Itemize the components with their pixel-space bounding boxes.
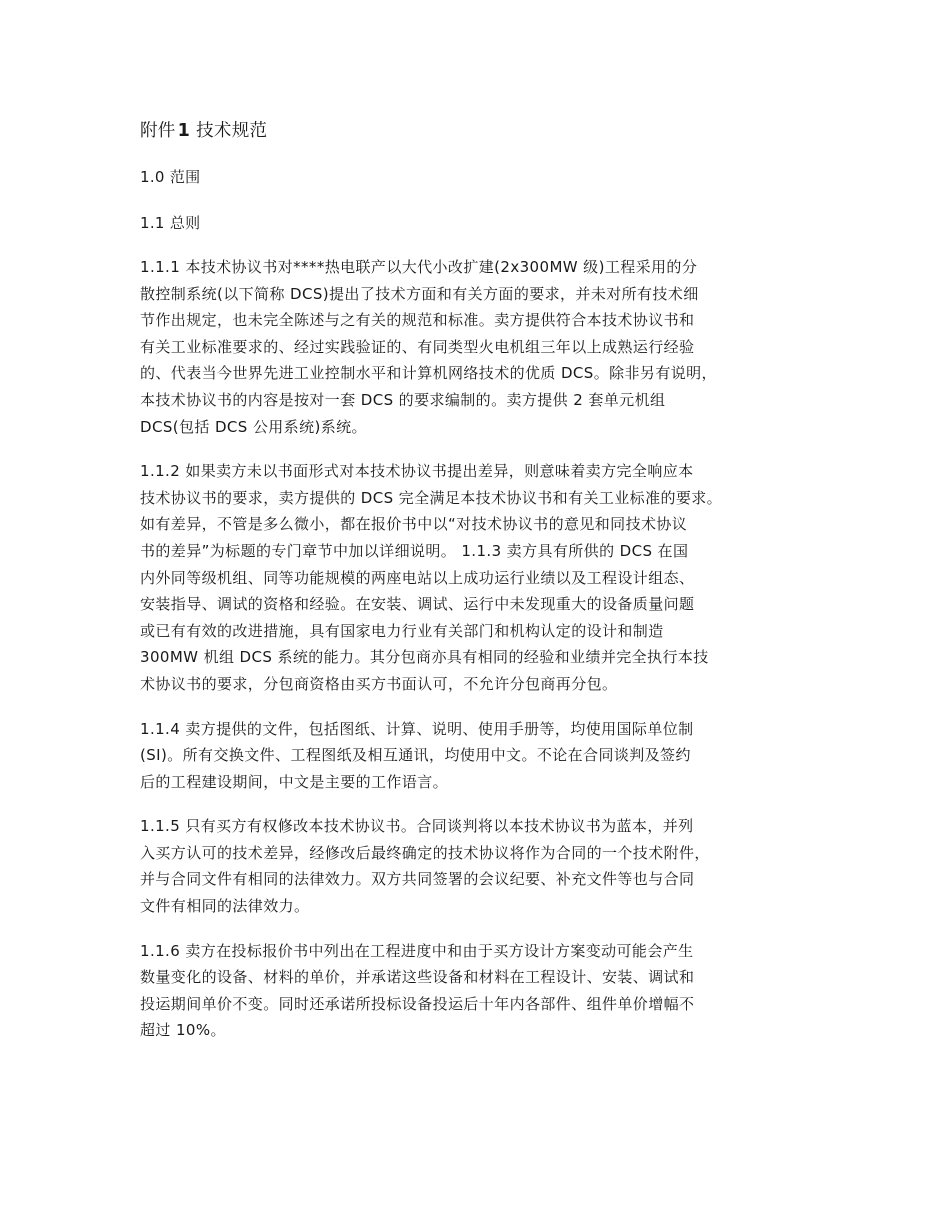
paragraph-1-1-5 <box>140 813 820 919</box>
paragraph-line: 书的差异”为标题的专门章节中加以详细说明。 1.1.3 卖方具有所供的 DCS 在国 <box>140 541 689 560</box>
paragraph-line: 术协议书的要求，分包商资格由买方书面认可，不允许分包商再分包。 <box>140 674 618 693</box>
paragraph-line: 1.1.6 卖方在投标报价书中列出在工程进度中和由于买方设计方案变动可能会产生 <box>140 941 694 960</box>
document-page <box>140 116 820 1062</box>
section-heading-general: 1.1 总则 <box>140 214 201 232</box>
paragraph-line: 散控制系统(以下简称 DCS)提出了技术方面和有关方面的要求，并未对所有技术细 <box>140 284 699 303</box>
paragraph-1-1-2 <box>140 458 820 697</box>
paragraph-line: 本技术协议书的内容是按对一套 DCS 的要求编制的。卖方提供 2 套单元机组 <box>140 390 666 409</box>
paragraph-line: 入买方认可的技术差异，经修改后最终确定的技术协议将作为合同的一个技术附件， <box>140 843 710 862</box>
section-heading-scope: 1.0 范围 <box>140 168 201 186</box>
paragraph-line: 如有差异，不管是多么微小，都在报价书中以“对技术协议书的意见和同技术协议 <box>140 515 688 534</box>
paragraph-line: 并与合同文件有相同的法律效力。双方共同签署的会议纪要、补充文件等也与合同 <box>140 870 695 889</box>
paragraph-line: 的、代表当今世界先进工业控制水平和计算机网络技术的优质 DCS。除非另有说明， <box>140 364 717 383</box>
paragraph-line: 1.1.2 如果卖方未以书面形式对本技术协议书提出差异，则意味着卖方完全响应本 <box>140 462 694 481</box>
title-number: 1 <box>177 121 191 141</box>
paragraph-line: 节作出规定，也未完全陈述与之有关的规范和标准。卖方提供符合本技术协议书和 <box>140 311 695 330</box>
paragraph-line: 后的工程建设期间，中文是主要的工作语言。 <box>140 772 449 791</box>
paragraph-line: 或已有有效的改进措施，具有国家电力行业有关部门和机构认定的设计和制造 <box>140 621 664 640</box>
paragraph-1-1-1 <box>140 254 820 440</box>
paragraph-line: 技术协议书的要求，卖方提供的 DCS 完全满足本技术协议书和有关工业标准的要求。 <box>140 488 723 507</box>
paragraph-line: 内外同等级机组、同等功能规模的两座电站以上成功运行业绩以及工程设计组态、 <box>140 568 695 587</box>
paragraph-line: DCS(包括 DCS 公用系统)系统。 <box>140 417 367 436</box>
paragraph-line: 1.1.1 本技术协议书对****热电联产以大代小改扩建(2x300MW 级)工程采用的分 <box>140 258 698 276</box>
paragraph-line: 1.1.5 只有买方有权修改本技术协议书。合同谈判将以本技术协议书为蓝本，并列 <box>140 817 694 836</box>
paragraph-line: 投运期间单价不变。同时还承诺所投标设备投运后十年内各部件、组件单价增幅不 <box>140 994 695 1013</box>
paragraph-line: (SI)。所有交换文件、工程图纸及相互通讯，均使用中文。不论在合同谈判及签约 <box>140 746 691 765</box>
paragraph-line: 超过 10%。 <box>140 1021 226 1040</box>
paragraph-line: 300MW 机组 DCS 系统的能力。其分包商亦具有相同的经验和业绩并完全执行本技 <box>140 648 709 667</box>
paragraph-line: 有关工业标准要求的、经过实践验证的、有同类型火电机组三年以上成熟运行经验 <box>140 337 695 356</box>
paragraph-1-1-4 <box>140 716 820 796</box>
document-title <box>140 116 820 146</box>
paragraph-line: 数量变化的设备、材料的单价，并承诺这些设备和材料在工程设计、安装、调试和 <box>140 968 695 987</box>
title-text: 技术规范 <box>196 121 268 141</box>
paragraph-line: 文件有相同的法律效力。 <box>140 897 310 916</box>
paragraph-line: 安装指导、调试的资格和经验。在安装、调试、运行中未发现重大的设备质量问题 <box>140 595 695 614</box>
paragraph-1-1-6 <box>140 938 820 1044</box>
title-prefix: 附件 <box>140 121 176 141</box>
paragraph-line: 1.1.4 卖方提供的文件，包括图纸、计算、说明、使用手册等，均使用国际单位制 <box>140 719 694 738</box>
